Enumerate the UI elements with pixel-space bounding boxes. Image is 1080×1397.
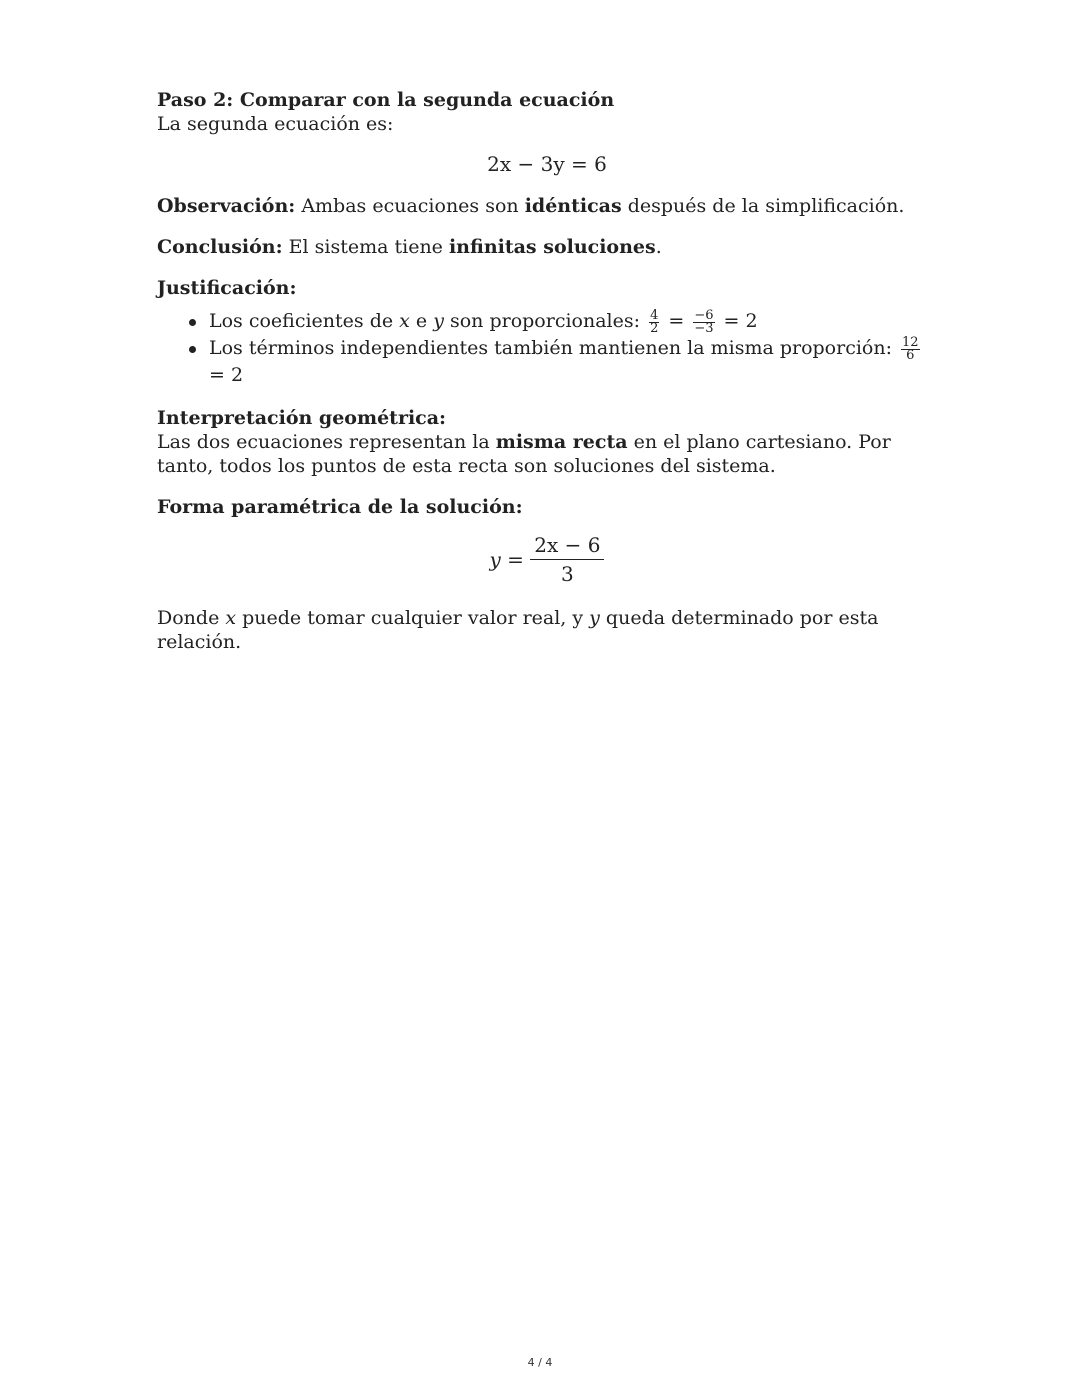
bullet1-text: Los coeficientes de (209, 310, 400, 332)
page-number: 4 / 4 (527, 1356, 553, 1369)
note-mid: puede tomar cualquier valor real, y (236, 607, 590, 629)
second-equation: 2x − 3y = 6 (487, 152, 607, 176)
justification-list (157, 308, 937, 389)
equals-sign: = (662, 310, 691, 332)
parametric-heading: Forma paramétrica de la solución: (157, 496, 523, 518)
var-x: x (399, 310, 410, 332)
justification-heading: Justificación: (157, 277, 297, 299)
parametric-numerator: 2x − 6 (530, 531, 604, 560)
parametric-fraction (530, 531, 604, 588)
geometric-emphasis: misma recta (495, 431, 628, 453)
observation-paragraph (157, 194, 937, 218)
bullet1-mid1: e (409, 310, 434, 332)
conclusion-label: Conclusión: (157, 236, 283, 258)
step2-intro: La segunda ecuación es: (157, 113, 394, 135)
parametric-note (157, 606, 937, 654)
bullet1-mid2: son proporcionales: (443, 310, 647, 332)
frac-num: 12 (902, 334, 919, 350)
observation-text-after: después de la simplificación. (621, 195, 905, 217)
document-page (157, 88, 937, 654)
equals-two: = 2 (209, 364, 244, 386)
list-item (209, 335, 937, 389)
frac-num: −6 (694, 307, 714, 323)
geometric-text-before: Las dos ecuaciones representan la (157, 431, 496, 453)
frac-den: −3 (694, 320, 714, 336)
var-y: y (589, 607, 600, 629)
bullet2-text: Los términos independientes también mantienen la misma proporción: (209, 337, 899, 359)
geometric-heading: Interpretación geométrica: (157, 407, 447, 429)
conclusion-text-after: . (655, 236, 662, 258)
fraction-neg6-neg3 (693, 307, 714, 336)
observation-emphasis: idénticas (524, 195, 622, 217)
list-item (209, 308, 937, 335)
var-y: y (433, 310, 444, 332)
conclusion-emphasis: infinitas soluciones (448, 236, 656, 258)
frac-den: 6 (906, 347, 915, 363)
parametric-denominator: 3 (561, 562, 574, 586)
frac-den: 2 (650, 320, 659, 336)
note-before: Donde (157, 607, 226, 629)
note-after: queda determinado por esta relación. (157, 607, 879, 653)
conclusion-text-before: El sistema tiene (282, 236, 449, 258)
conclusion-paragraph (157, 235, 937, 259)
observation-text-before: Ambas ecuaciones son (295, 195, 525, 217)
parametric-lhs: y = (489, 547, 524, 572)
step2-heading: Paso 2: Comparar con la segunda ecuación (157, 89, 615, 111)
frac-num: 4 (650, 307, 659, 323)
fraction-12-6 (901, 334, 920, 363)
geometric-text-after: en el plano cartesiano. Por tanto, todos los puntos de esta recta son soluciones del sistema. (157, 431, 891, 477)
fraction-4-2 (649, 307, 659, 336)
equals-two: = 2 (717, 310, 758, 332)
geometric-paragraph (157, 430, 937, 478)
var-x: x (225, 607, 237, 629)
observation-label: Observación: (157, 195, 296, 217)
parametric-equation (157, 531, 937, 588)
